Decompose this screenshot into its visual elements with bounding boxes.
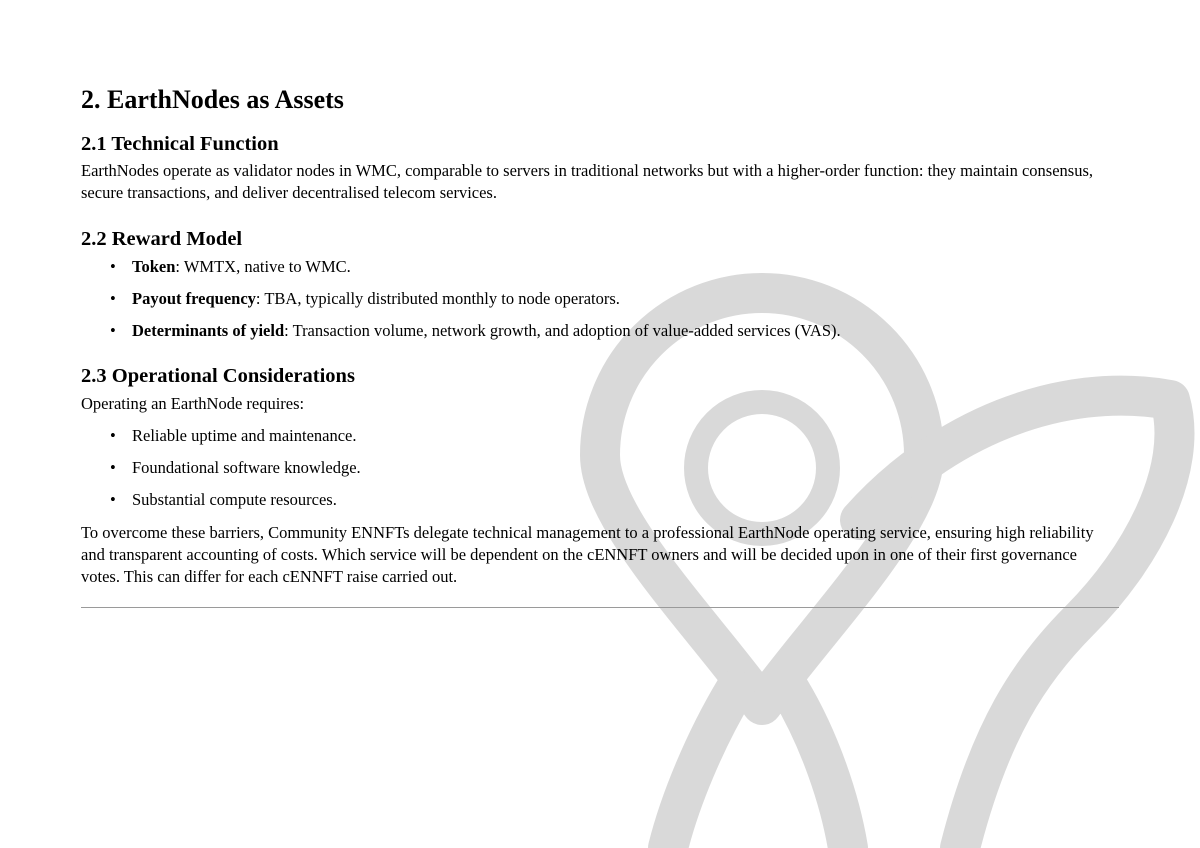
list-item: [81, 457, 1119, 479]
list-item-label: Token: [132, 257, 176, 276]
document-body: [81, 80, 1119, 608]
page-title: 2. EarthNodes as Assets: [81, 85, 344, 114]
list-item-text: Substantial compute resources.: [132, 490, 337, 509]
bullet-icon: •: [110, 490, 116, 509]
list-item: [81, 425, 1119, 447]
list-item-text: : Transaction volume, network growth, and adoption of value-added services (VAS).: [284, 321, 841, 340]
list-item-label: Payout frequency: [132, 289, 256, 308]
list-item-text: Foundational software knowledge.: [132, 458, 361, 477]
list-item-text: : TBA, typically distributed monthly to node operators.: [255, 289, 620, 308]
reward-model-list: [81, 256, 1119, 342]
bullet-icon: •: [110, 426, 116, 445]
section-heading-operational-considerations: 2.3 Operational Considerations: [81, 365, 355, 387]
section-heading-technical-function: 2.1 Technical Function: [81, 133, 279, 155]
bullet-icon: •: [110, 257, 116, 276]
technical-function-paragraph: EarthNodes operate as validator nodes in WMC, comparable to servers in traditional networks but with a higher-order function: they maintain consensus, secure transactions, and deliver decentralised telecom services.: [81, 161, 1094, 202]
operational-summary-paragraph: To overcome these barriers, Community ENNFTs delegate technical management to a professional EarthNode operating service, ensuring high reliability and transparent accounting of costs. Which service will be dependent on the cENNFT owners and will be decided upon in one of their first governance votes. This can differ for each cENNFT raise carried out.: [81, 523, 1094, 586]
section-heading-reward-model: 2.2 Reward Model: [81, 228, 243, 250]
list-item: [81, 489, 1119, 511]
horizontal-divider: [81, 607, 1119, 608]
bullet-icon: •: [110, 289, 116, 308]
list-item: [81, 320, 1119, 342]
list-item: [81, 288, 1119, 310]
operational-intro-paragraph: Operating an EarthNode requires:: [81, 394, 305, 413]
operational-requirements-list: [81, 425, 1119, 511]
list-item-text: : WMTX, native to WMC.: [175, 257, 351, 276]
watermark-leg-left: [668, 690, 735, 848]
list-item-text: Reliable uptime and maintenance.: [132, 426, 357, 445]
watermark-leg-right: [790, 690, 848, 848]
list-item: [81, 256, 1119, 278]
bullet-icon: •: [110, 321, 116, 340]
list-item-label: Determinants of yield: [132, 321, 285, 340]
bullet-icon: •: [110, 458, 116, 477]
